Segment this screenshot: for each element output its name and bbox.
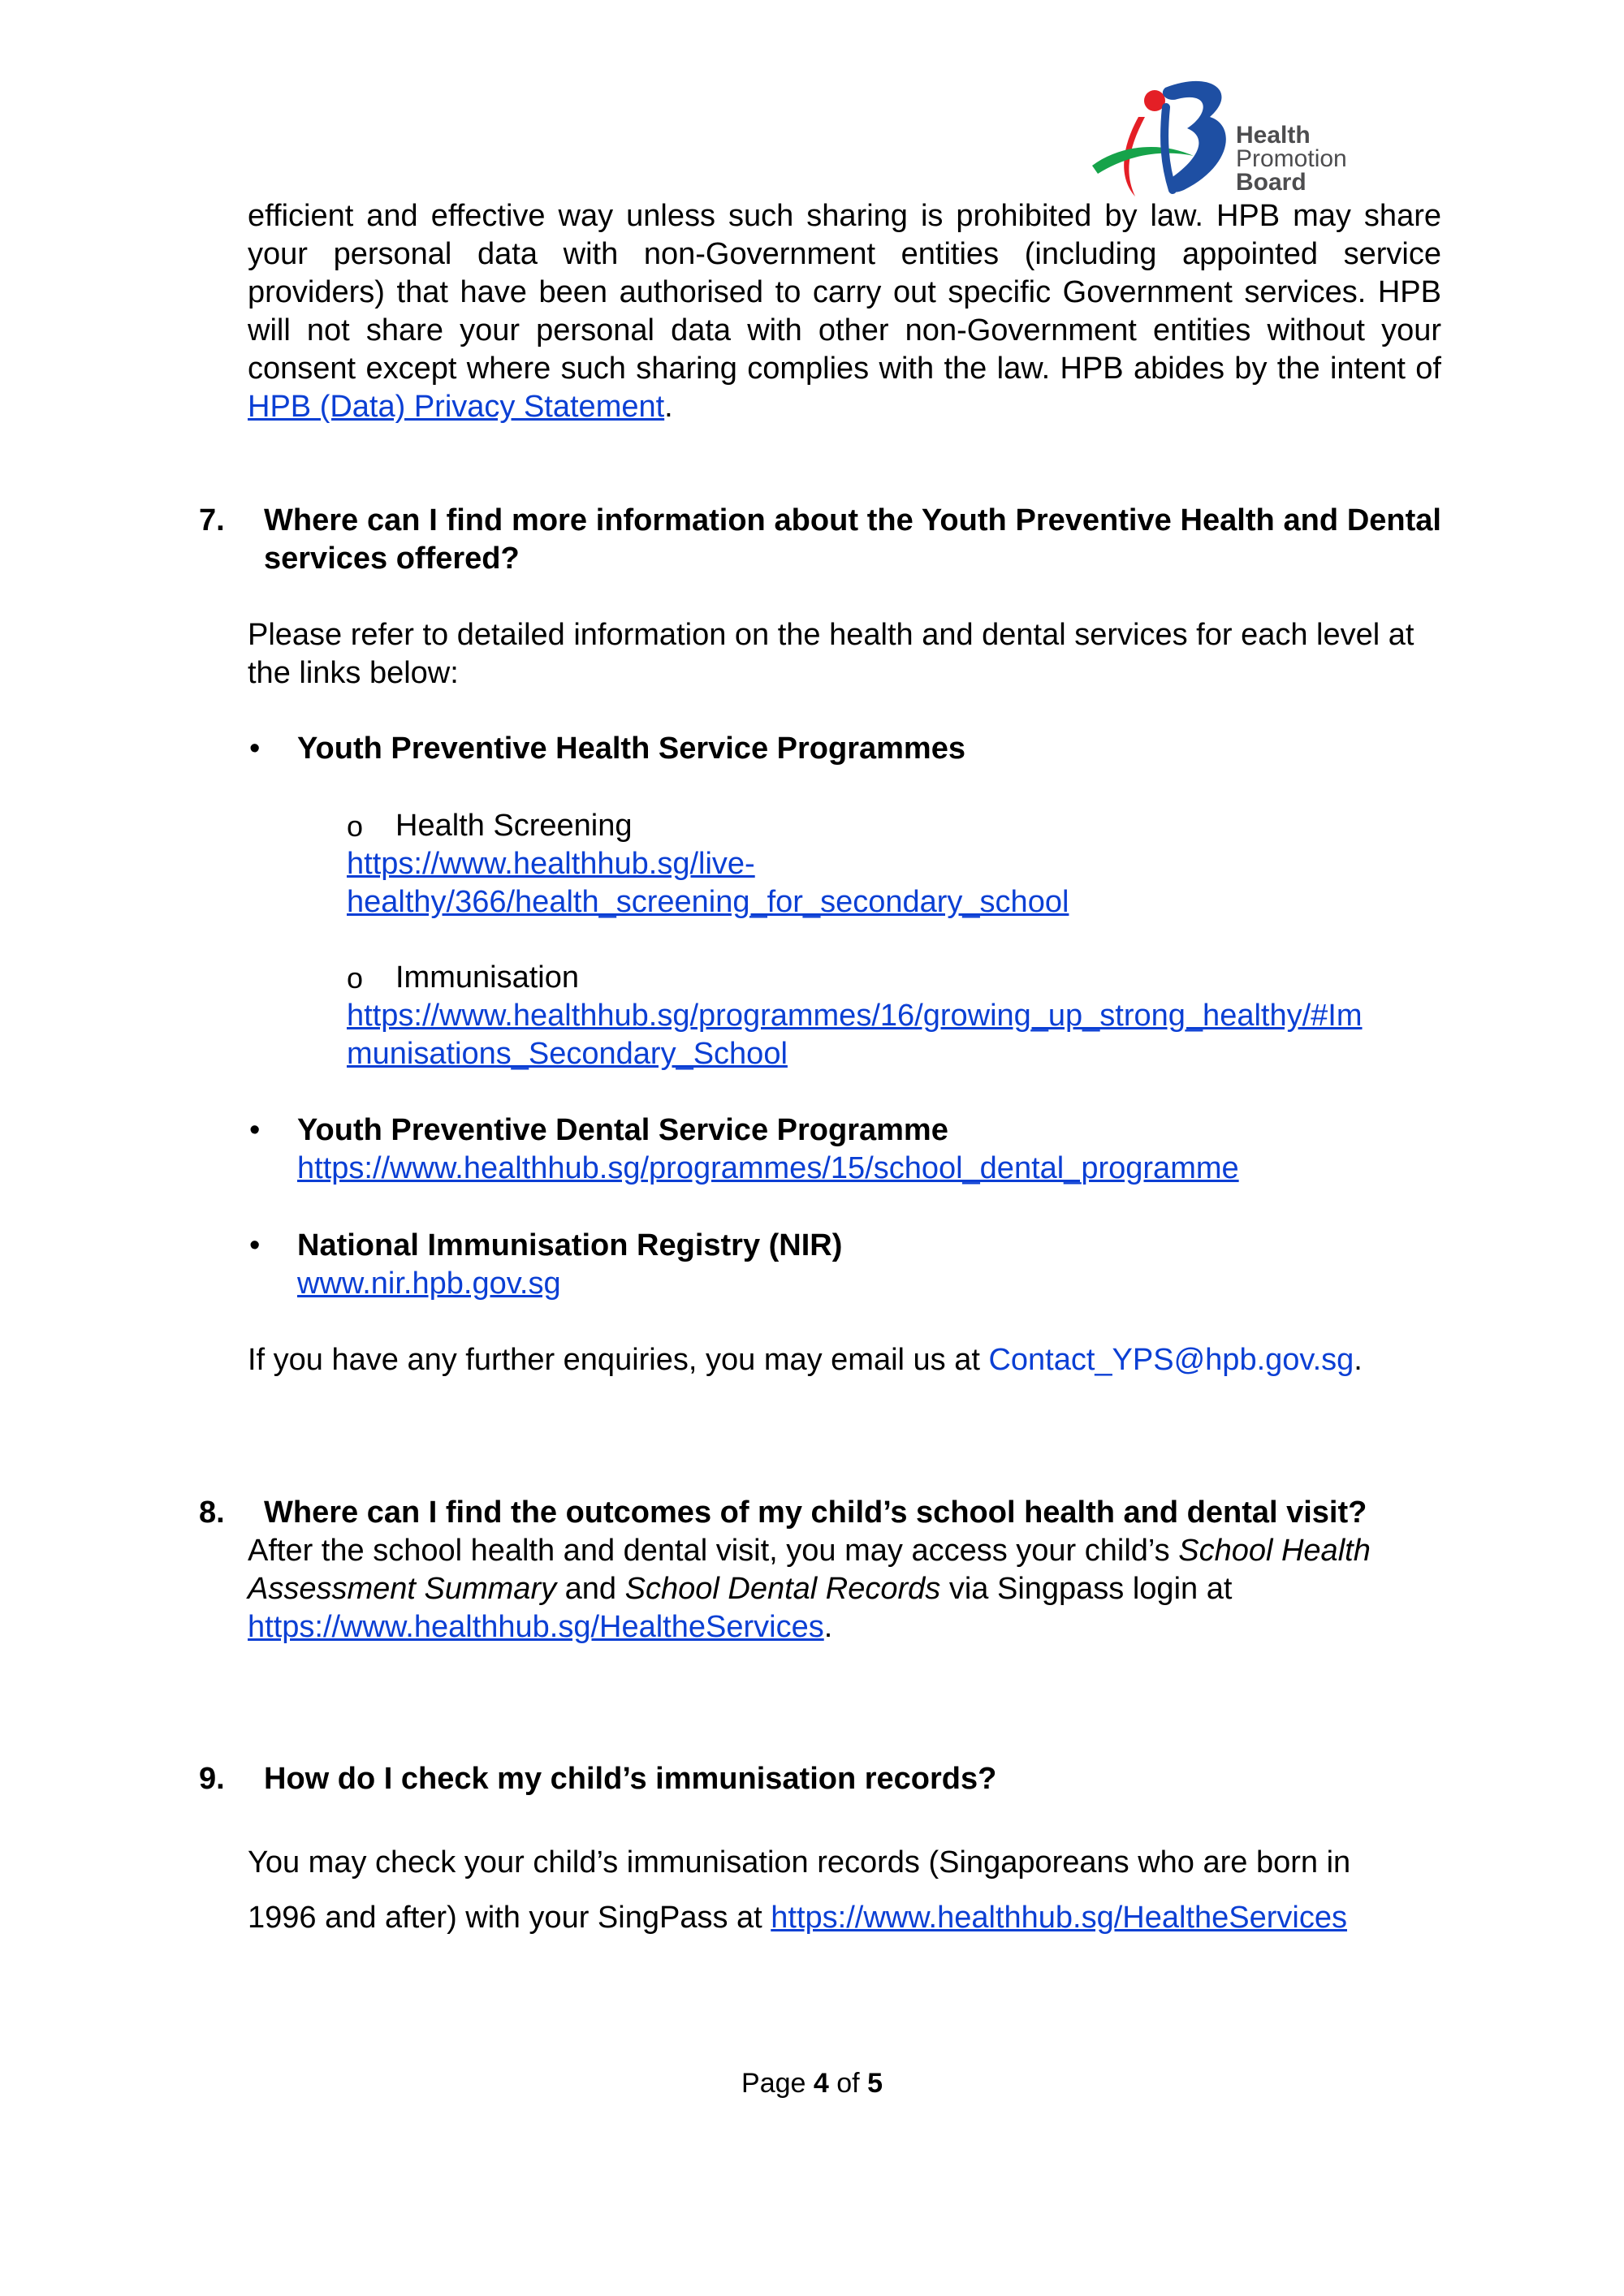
enquiry-end: .: [1354, 1343, 1363, 1377]
health-eservices-link[interactable]: https://www.healthhub.sg/HealtheServices: [248, 1610, 824, 1644]
bullet-dot-icon: •: [249, 1228, 261, 1262]
privacy-statement-link[interactable]: HPB (Data) Privacy Statement: [248, 390, 665, 424]
logo-word-health: Health: [1236, 122, 1311, 149]
immunisation-label: Immunisation: [395, 960, 579, 995]
page-number-footer: [0, 2067, 1624, 2100]
health-screening-link-line-2[interactable]: healthy/366/health_screening_for_secondary_school: [347, 885, 1069, 919]
question-7-heading: Where can I find more information about the Youth Preventive Health and Dental services offered?: [264, 503, 1441, 576]
footer-of-word: of: [836, 2068, 860, 2099]
q9-health-eservices-link[interactable]: https://www.healthhub.sg/HealtheServices: [771, 1901, 1347, 1935]
footer-total-pages: 5: [867, 2068, 883, 2099]
intro-text: efficient and effective way unless such sharing is prohibited by law. HPB may share your personal data with non-Government entities (including appointed service providers) that have been authorised to carry out specific Government services. HPB will not share your personal data with other non-Government entities without your consent except where such sharing complies with the law. HPB abides by the intent of: [248, 199, 1441, 386]
question-8-number: 8.: [199, 1495, 225, 1530]
immunisation-link[interactable]: [347, 997, 1451, 1073]
footer-page-word: Page: [741, 2068, 806, 2099]
q9-answer-line-2: 1996 and after) with your SingPass at: [248, 1901, 771, 1935]
question-8-answer: [248, 1532, 1417, 1646]
intro-end: .: [664, 390, 673, 424]
question-8-heading: Where can I find the outcomes of my child’s school health and dental visit?: [264, 1495, 1367, 1530]
q8-answer-italic-1: School Health Assessment Summary: [248, 1534, 1371, 1606]
bullet-health-title: Youth Preventive Health Service Programmes: [297, 732, 965, 766]
enquiry-text: If you have any further enquiries, you may email us at: [248, 1343, 989, 1377]
hpb-logo-mark-icon: [1088, 75, 1250, 205]
intro-paragraph: [248, 197, 1441, 426]
bullet-nir-title: National Immunisation Registry (NIR): [297, 1228, 843, 1262]
question-7-number: 7.: [199, 503, 225, 537]
health-screening-link-line-1[interactable]: https://www.healthhub.sg/live-: [347, 847, 755, 881]
footer-current-page: 4: [813, 2068, 829, 2099]
health-screening-label: Health Screening: [395, 809, 633, 843]
nir-link[interactable]: www.nir.hpb.gov.sg: [297, 1267, 561, 1301]
q8-answer-italic-2: School Dental Records: [624, 1572, 941, 1606]
bullet-dot-icon: •: [249, 732, 261, 766]
q8-answer-part-1: After the school health and dental visit, you may access your child’s: [248, 1534, 1179, 1568]
immunisation-link-line-1[interactable]: https://www.healthhub.sg/programmes/16/growing_up_strong_healthy/#Im: [347, 999, 1363, 1033]
question-7-answer: Please refer to detailed information on the health and dental services for each level at the links below:: [248, 618, 1415, 690]
enquiry-paragraph: [248, 1341, 1441, 1379]
question-9-heading: How do I check my child’s immunisation records?: [264, 1762, 997, 1796]
q8-answer-part-2: and: [556, 1572, 625, 1606]
q8-answer-end: .: [823, 1610, 833, 1644]
question-9-answer: [248, 1835, 1449, 1945]
bullet-dental-title: Youth Preventive Dental Service Programme: [297, 1113, 948, 1147]
hpb-logo-text: [1236, 123, 1347, 194]
contact-email-link[interactable]: Contact_YPS@hpb.gov.sg: [988, 1343, 1354, 1377]
immunisation-link-line-2[interactable]: munisations_Secondary_School: [347, 1037, 788, 1071]
q8-answer-part-3: via Singpass login at: [940, 1572, 1233, 1606]
dental-programme-link-wrap: [297, 1150, 1239, 1188]
hpb-logo: [1088, 75, 1380, 205]
nir-link-wrap: [297, 1265, 561, 1303]
circle-bullet-icon: o: [347, 961, 364, 995]
question-9-number: 9.: [199, 1762, 225, 1796]
q9-answer-line-1: You may check your child’s immunisation records (Singaporeans who are born in: [248, 1845, 1351, 1880]
health-screening-link[interactable]: [347, 845, 1451, 921]
logo-word-promotion: Promotion: [1236, 145, 1347, 172]
dental-programme-link[interactable]: https://www.healthhub.sg/programmes/15/school_dental_programme: [297, 1151, 1239, 1185]
bullet-dot-icon: •: [249, 1113, 261, 1147]
circle-bullet-icon: o: [347, 809, 364, 843]
logo-word-board: Board: [1236, 169, 1307, 196]
